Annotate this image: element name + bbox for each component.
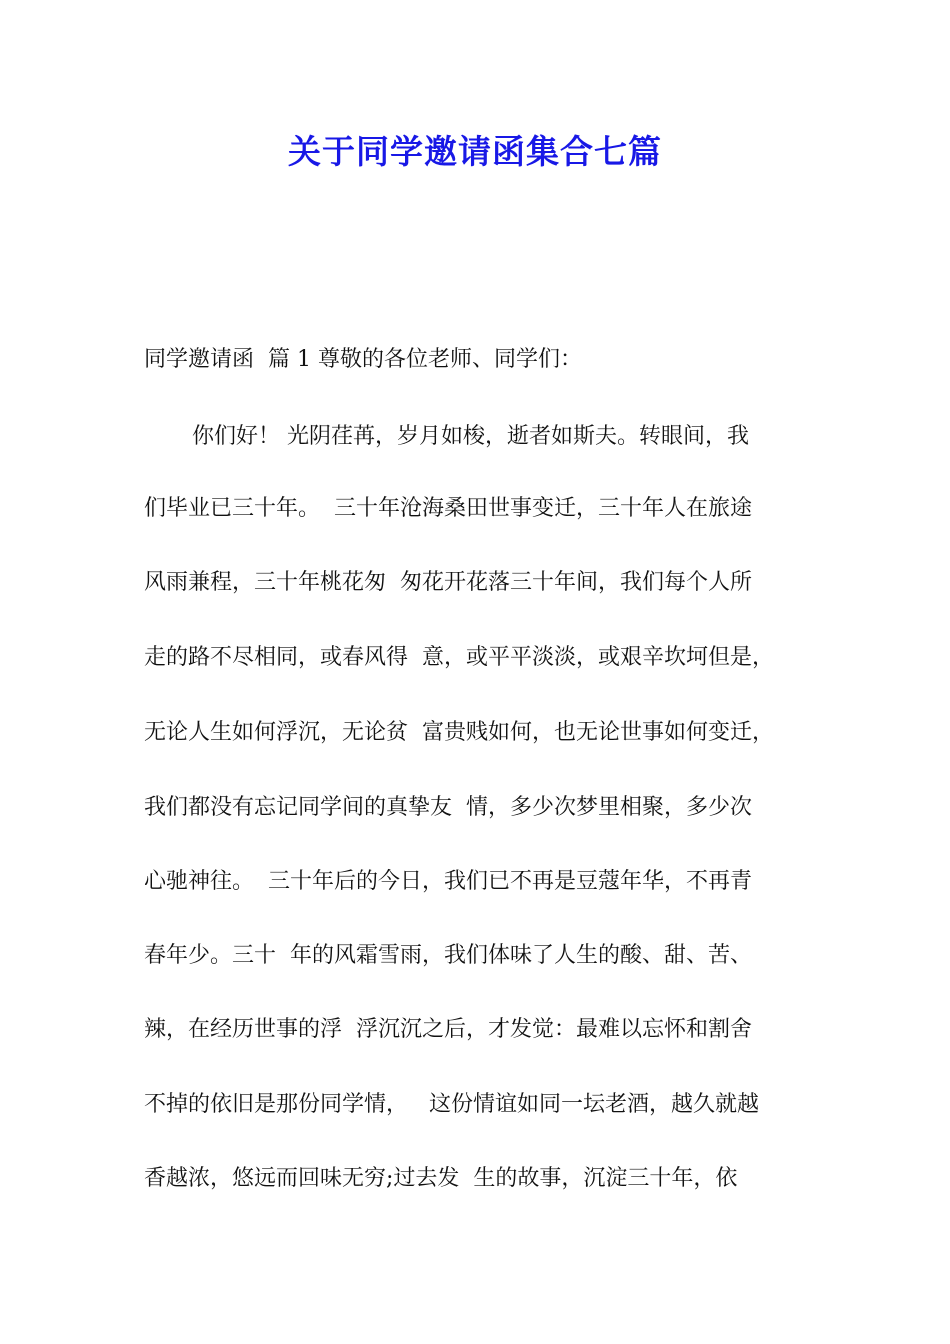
body-line: 走的路不尽相同，或春风得 意，或平平淡淡，或艰辛坎坷但是， xyxy=(144,645,774,670)
body-line: 春年少。三十 年的风霜雪雨，我们体味了人生的酸、甜、苦、 xyxy=(144,943,752,968)
body-line: 香越浓，悠远而回味无穷;过去发 生的故事，沉淀三十年，依 xyxy=(144,1166,738,1191)
body-line: 风雨兼程，三十年桃花匆 匆花开花落三十年间，我们每个人所 xyxy=(144,570,752,595)
body-line: 不掉的依旧是那份同学情， 这份情谊如同一坛老酒，越久就越 xyxy=(144,1092,759,1117)
body-line: 心驰神往。 三十年后的今日，我们已不再是豆蔻年华，不再青 xyxy=(144,869,752,894)
body-line: 我们都没有忘记同学间的真挚友 情，多少次梦里相聚，多少次 xyxy=(144,795,752,820)
document-title: 关于同学邀请函集合七篇 xyxy=(288,132,662,171)
body-line: 你们好！ 光阴荏苒，岁月如梭，逝者如斯夫。转眼间，我 xyxy=(192,424,749,449)
body-line: 们毕业已三十年。 三十年沧海桑田世事变迁，三十年人在旅途 xyxy=(144,496,752,521)
letter-heading: 同学邀请函 篇 1 尊敬的各位老师、同学们： xyxy=(144,347,582,372)
body-line: 无论人生如何浮沉，无论贫 富贵贱如何，也无论世事如何变迁， xyxy=(144,720,774,745)
body-line: 辣，在经历世事的浮 浮沉沉之后，才发觉：最难以忘怀和割舍 xyxy=(144,1017,752,1042)
